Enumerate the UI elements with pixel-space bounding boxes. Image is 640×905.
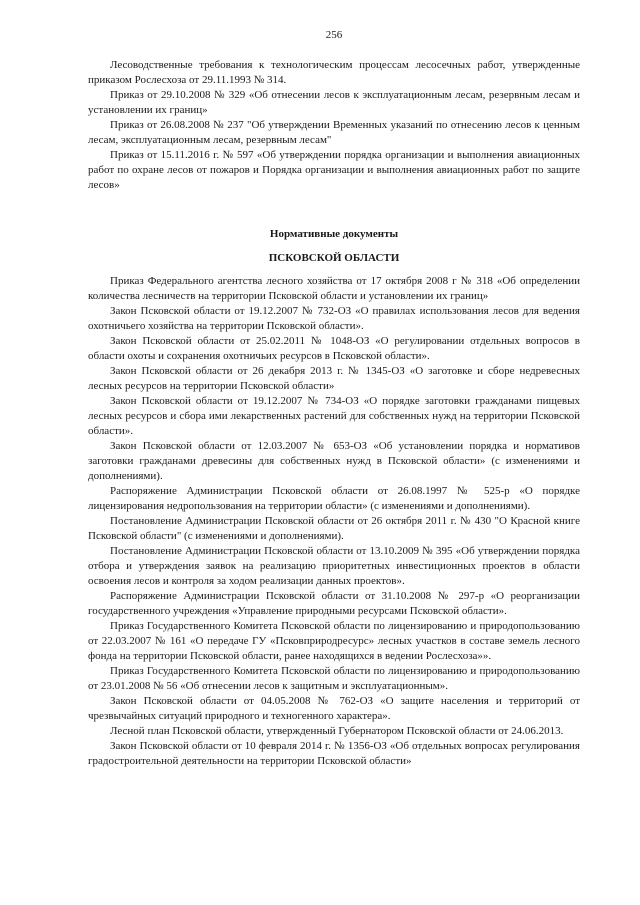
document-page: [88, 28, 580, 769]
document-item: Распоряжение Администрации Псковской области от 31.10.2008 № 297-р «О реорганизации государственного учреждения «Управление природными ресурсами Псковской области».: [88, 590, 580, 617]
intro-item: Лесоводственные требования к технологическим процессам лесосечных работ, утвержденные приказом Рослесхоза от 29.11.1993 № 314.: [88, 59, 580, 86]
document-item: Закон Псковской области от 19.12.2007 № 732-ОЗ «О правилах использования лесов для ведения охотничьего хозяйства на территории Псковской области».: [88, 305, 580, 332]
document-item: Распоряжение Администрации Псковской области от 26.08.1997 № 525-р «О порядке лицензирования недропользования на территории области» (с изменениями и дополнениями).: [88, 485, 580, 512]
document-item: Лесной план Псковской области, утвержденный Губернатором Псковской области от 24.06.2013.: [110, 725, 564, 737]
document-item: Закон Псковской области от 26 декабря 2013 г. № 1345-ОЗ «О заготовке и сборе недревесных лесных ресурсов на территории Псковской области»: [88, 365, 580, 392]
page-number: 256: [325, 29, 343, 41]
section-subheading: ПСКОВСКОЙ ОБЛАСТИ: [268, 252, 400, 264]
document-item: Постановление Администрации Псковской области от 26 октября 2011 г. № 430 "О Красной книге Псковской области" (с изменениями и дополнениями).: [88, 515, 580, 542]
document-item: Закон Псковской области от 25.02.2011 № 1048-ОЗ «О регулировании отдельных вопросов в области охоты и сохранения охотничьих ресурсов в Псковской области».: [88, 335, 580, 362]
document-item: Закон Псковской области от 12.03.2007 № 653-ОЗ «Об установлении порядка и нормативов заготовки гражданами древесины для собственных нужд в Псковской области» (с изменениями и дополнениями).: [88, 440, 580, 482]
document-item: Закон Псковской области от 19.12.2007 № 734-ОЗ «О порядке заготовки гражданами пищевых лесных ресурсов и сбора ими лекарственных растений для собственных нужд на территории Псковской области».: [88, 395, 580, 437]
document-item: Закон Псковской области от 10 февраля 2014 г. № 1356-ОЗ «Об отдельных вопросах регулирования градостроительной деятельности на территории Псковской области»: [88, 740, 580, 767]
document-item: Приказ Федерального агентства лесного хозяйства от 17 октября 2008 г № 318 «Об определении количества лесничеств на территории Псковской области и установлении их границ»: [88, 275, 580, 302]
document-item: Приказ Государственного Комитета Псковской области по лицензированию и природопользованию от 23.01.2008 № 56 «Об отнесении лесов к защитным и эксплуатационным».: [88, 665, 580, 692]
document-item: Приказ Государственного Комитета Псковской области по лицензированию и природопользованию от 22.03.2007 № 161 «О передаче ГУ «Псковприродресурс» лесных участков в составе земель лесного фонда на территории Псковской области, ранее находящихся в ведении Рослесхоза»».: [88, 620, 580, 662]
intro-item: Приказ от 29.10.2008 № 329 «Об отнесении лесов к эксплуатационным лесам, резервным лесам и установлении их границ»: [88, 89, 580, 116]
document-item: Постановление Администрации Псковской области от 13.10.2009 № 395 «Об утверждении порядка отбора и утверждения заявок на реализацию приоритетных инвестиционных проектов в области освоения лесов и контроля за ходом реализации данных проектов».: [88, 545, 580, 587]
document-item: Закон Псковской области от 04.05.2008 № 762-ОЗ «О защите населения и территорий от чрезвычайных ситуаций природного и техногенного характера».: [88, 695, 580, 722]
intro-item: Приказ от 15.11.2016 г. № 597 «Об утверждении порядка организации и выполнения авиационных работ по охране лесов от пожаров и Порядка организации и выполнения авиационных работ по защите лесов»: [88, 149, 580, 191]
section-heading: Нормативные документы: [269, 228, 399, 240]
intro-item: Приказ от 26.08.2008 № 237 "Об утверждении Временных указаний по отнесению лесов к ценным лесам, эксплуатационным лесам, резервным лесам": [88, 119, 580, 146]
